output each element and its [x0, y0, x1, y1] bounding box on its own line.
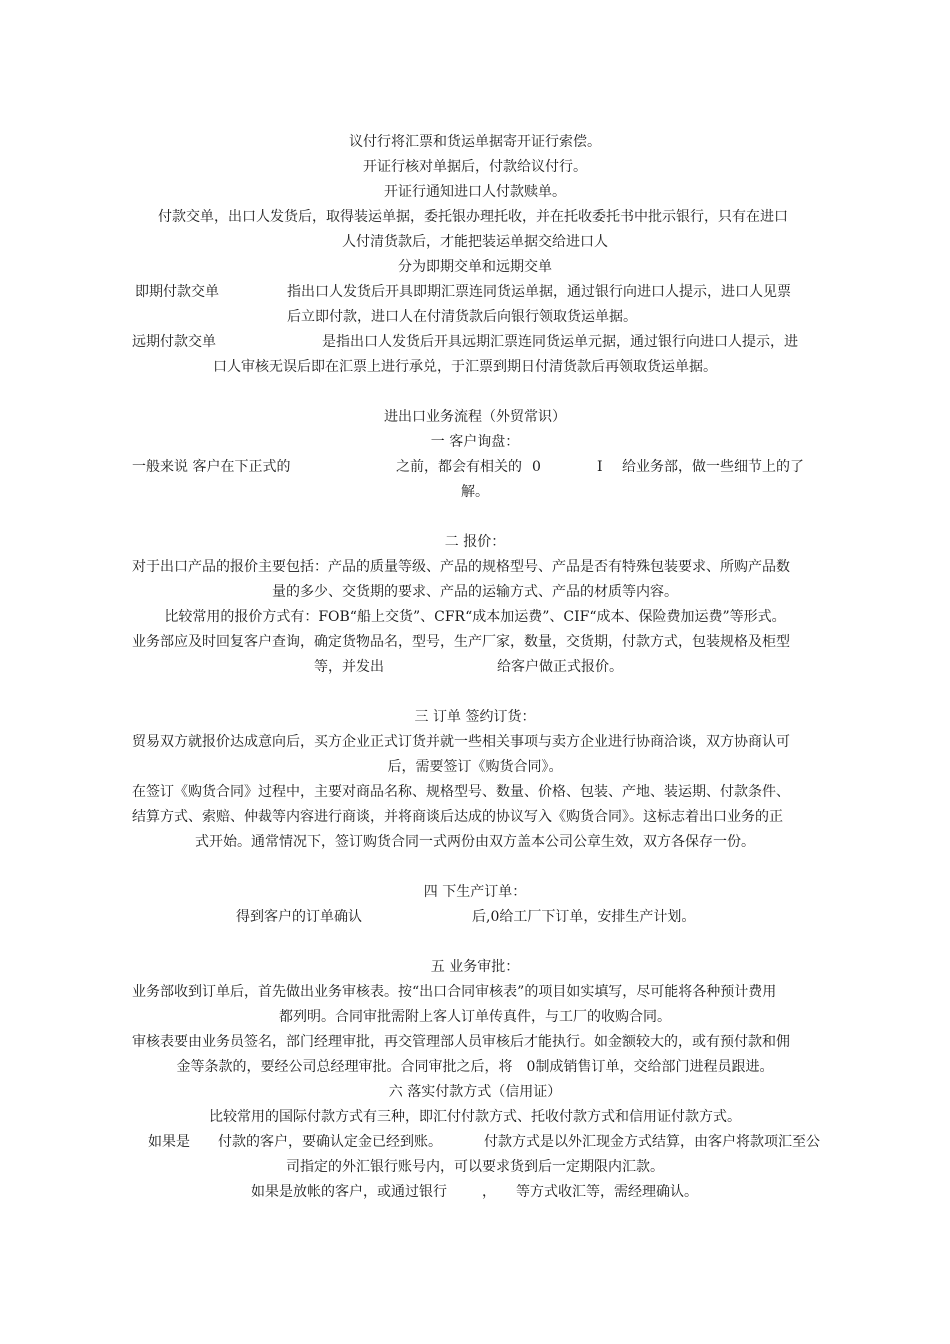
text-line: 贸易双方就报价达成意向后，买方企业正式订货并就一些相关事项与卖方企业进行协商洽谈，双方协商认可: [132, 734, 790, 750]
term-label: 远期付款交单: [132, 334, 216, 350]
text-fragment: 给客户做正式报价。: [497, 659, 623, 675]
text-line: 开证行通知进口人付款赎单。: [384, 184, 566, 200]
text-line: 比较常用的报价方式有：FOB“船上交货”、CFR“成本加运费”、CIF“成本、保险费加运费”等形式。: [164, 609, 786, 625]
text-line: 对于出口产品的报价主要包括：产品的质量等级、产品的规格型号、产品是否有特殊包装要求、所购产品数: [132, 559, 790, 575]
section-heading: 六 落实付款方式（信用证）: [388, 1084, 562, 1100]
text-fragment: 等方式收汇等，需经理确认。: [516, 1184, 698, 1200]
text-line: 审核表要由业务员签名，部门经理审批，再交管理部人员审核后才能执行。如金额较大的，或有预付款和佣: [132, 1034, 790, 1050]
text-fragment: I: [597, 459, 603, 475]
text-line: 结算方式、索赔、仲裁等内容进行商谈，并将商谈后达成的协议写入《购货合同》。这标志着出口业务的正: [132, 809, 783, 825]
term-label: 即期付款交单: [135, 284, 219, 300]
text-line: 人付清货款后，才能把装运单据交给进口人: [342, 234, 608, 250]
text-fragment: 给业务部，做一些细节上的了: [622, 459, 804, 475]
text-fragment: 后,0给工厂下订单，安排生产计划。: [472, 909, 696, 925]
text-line: 是指出口人发货后开具远期汇票连同货运单元据，通过银行向进口人提示，进: [322, 334, 798, 350]
text-line: 后立即付款，进口人在付清货款后向银行领取货运单据。: [287, 309, 637, 325]
text-line: 司指定的外汇银行账号内，可以要求货到后一定期限内汇款。: [286, 1159, 664, 1175]
text-line: 议付行将汇票和货运单据寄开证行索偿。: [349, 134, 601, 150]
section-title: 进出口业务流程（外贸常识）: [384, 409, 566, 425]
text-line: 口人审核无误后即在汇票上进行承兑，于汇票到期日付清货款后再领取货运单据。: [213, 359, 717, 375]
text-fragment: 得到客户的订单确认: [236, 909, 362, 925]
text-line: 开证行核对单据后，付款给议付行。: [363, 159, 587, 175]
text-line: 付款交单，出口人发货后，取得装运单据，委托银办理托收，并在托收委托书中批示银行，只有在进口: [158, 209, 788, 225]
section-heading: 三 订单 签约订货：: [414, 709, 536, 725]
text-line: 后，需要签订《购货合同》。: [387, 759, 563, 775]
text-line: 都列明。合同审批需附上客人订单传真件，与工厂的收购合同。: [279, 1009, 671, 1025]
text-fragment: 付款的客户，要确认定金已经到账。: [218, 1134, 442, 1150]
text-line: 在签订《购货合同》过程中，主要对商品名称、规格型号、数量、价格、包装、产地、装运期、付款条件、: [132, 784, 790, 800]
section-heading: 四 下生产订单：: [423, 884, 527, 900]
section-heading: 二 报价：: [444, 534, 506, 550]
text-line: 分为即期交单和远期交单: [398, 259, 552, 275]
text-fragment: ，: [482, 1184, 496, 1200]
text-fragment: 如果是: [148, 1134, 190, 1150]
text-line: 量的多少、交货期的要求、产品的运输方式、产品的材质等内容。: [272, 584, 678, 600]
text-line: 业务部应及时回复客户查询，确定货物品名，型号，生产厂家，数量，交货期，付款方式，包装规格及柜型: [132, 634, 790, 650]
text-fragment: 如果是放帐的客户，或通过银行: [251, 1184, 447, 1200]
text-fragment: 付款方式是以外汇现金方式结算，由客户将款项汇至公: [484, 1134, 820, 1150]
text-line: 指出口人发货后开具即期汇票连同货运单据，通过银行向进口人提示，进口人见票: [287, 284, 791, 300]
text-line: 式开始。通常情况下，签订购货合同一式两份由双方盖本公司公章生效，双方各保存一份。: [195, 834, 755, 850]
section-heading: 一 客户询盘：: [430, 434, 520, 450]
text-line: 比较常用的国际付款方式有三种，即汇付付款方式、托收付款方式和信用证付款方式。: [209, 1109, 741, 1125]
text-fragment: 之前，都会有相关的: [396, 459, 522, 475]
text-fragment: 0: [532, 459, 541, 475]
text-line: 金等条款的，要经公司总经理审批。合同审批之后，将 0制成销售订单，交给部门进程员跟进。: [176, 1059, 774, 1075]
text-line: 解。: [461, 484, 489, 500]
text-fragment: 等，并发出: [314, 659, 384, 675]
text-fragment: 一般来说 客户在下正式的: [132, 459, 291, 475]
section-heading: 五 业务审批：: [430, 959, 520, 975]
text-line: 业务部收到订单后，首先做出业务审核表。按“出口合同审核表”的项目如实填写，尽可能将各种预计费用: [132, 984, 777, 1000]
